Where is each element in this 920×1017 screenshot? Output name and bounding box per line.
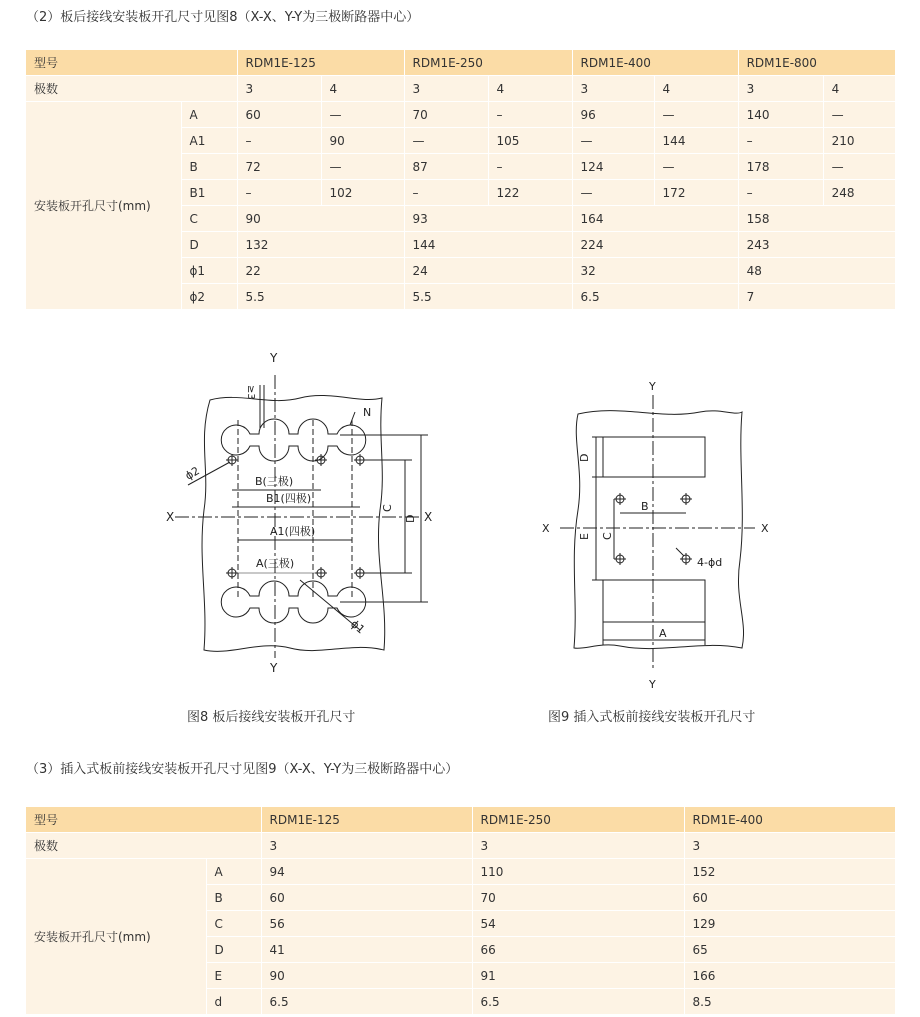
poles-cell: 4 (823, 76, 895, 102)
value-cell: 144 (654, 128, 738, 154)
poles-cell: 3 (237, 76, 321, 102)
dimension-name: B (206, 885, 261, 911)
header-model: RDM1E-125 (237, 50, 404, 76)
value-cell: — (654, 102, 738, 128)
fig8-ge3-label: ≥3 (245, 385, 256, 400)
value-cell: 124 (572, 154, 654, 180)
fig9-x-left: X (542, 522, 550, 535)
value-cell: — (572, 128, 654, 154)
fig8-y-bottom: Y (270, 661, 278, 675)
fig8-phi2-label: ϕ2 (183, 464, 202, 483)
fig8-a3-label: A(三极) (256, 557, 295, 570)
value-cell: 166 (684, 963, 895, 989)
value-cell: 248 (823, 180, 895, 206)
value-cell: 224 (572, 232, 738, 258)
value-cell: 56 (261, 911, 472, 937)
figure-9-caption: 图9 插入式板前接线安装板开孔尺寸 (548, 710, 756, 725)
poles-cell: 3 (404, 76, 488, 102)
value-cell: 210 (823, 128, 895, 154)
fig8-d-label: D (404, 514, 417, 523)
table-front-wiring (26, 807, 896, 1015)
value-cell: 105 (488, 128, 572, 154)
fig8-n-label: N (363, 406, 372, 419)
section3-title: （3）插入式板前接线安装板开孔尺寸见图9（X-X、Y-Y为三极断路器中心） (26, 762, 459, 777)
header-model: RDM1E-125 (261, 807, 472, 833)
table-header-row (26, 807, 895, 833)
value-cell: 90 (237, 206, 404, 232)
value-cell: – (237, 180, 321, 206)
value-cell: — (572, 180, 654, 206)
figure-9-diagram (535, 375, 785, 690)
dimension-name: d (206, 989, 261, 1015)
poles-cell: 4 (321, 76, 404, 102)
dimension-label: 安装板开孔尺寸(mm) (26, 102, 181, 310)
value-cell: – (738, 180, 823, 206)
dimension-name: C (181, 206, 237, 232)
value-cell: 110 (472, 859, 684, 885)
value-cell: 72 (237, 154, 321, 180)
value-cell: 41 (261, 937, 472, 963)
figure-8-diagram (150, 345, 450, 680)
value-cell: 70 (404, 102, 488, 128)
table-header-row (26, 50, 895, 76)
value-cell: 132 (237, 232, 404, 258)
dimension-name: B1 (181, 180, 237, 206)
value-cell: 140 (738, 102, 823, 128)
value-cell: 102 (321, 180, 404, 206)
fig9-y-top: Y (649, 380, 656, 393)
value-cell: 60 (237, 102, 321, 128)
header-model: RDM1E-400 (572, 50, 738, 76)
fig9-a-label: A (659, 627, 667, 640)
table-row (26, 102, 895, 128)
header-model: RDM1E-250 (404, 50, 572, 76)
value-cell: 24 (404, 258, 572, 284)
dimension-name: A1 (181, 128, 237, 154)
table-rear-wiring (26, 50, 896, 310)
value-cell: 60 (261, 885, 472, 911)
value-cell: — (404, 128, 488, 154)
value-cell: 152 (684, 859, 895, 885)
fig8-b3-label: B(三极) (255, 475, 294, 488)
value-cell: 54 (472, 911, 684, 937)
value-cell: 90 (321, 128, 404, 154)
value-cell: 48 (738, 258, 895, 284)
value-cell: – (404, 180, 488, 206)
fig8-phi1-label: ϕ1 (348, 617, 368, 637)
dimension-name: E (206, 963, 261, 989)
value-cell: 65 (684, 937, 895, 963)
dimension-name: B (181, 154, 237, 180)
dimension-name: D (206, 937, 261, 963)
value-cell: 129 (684, 911, 895, 937)
poles-cell: 3 (572, 76, 654, 102)
value-cell: 96 (572, 102, 654, 128)
header-model: RDM1E-800 (738, 50, 895, 76)
header-model-label: 型号 (26, 50, 237, 76)
value-cell: 91 (472, 963, 684, 989)
fig8-c-label: C (381, 504, 394, 512)
value-cell: 6.5 (261, 989, 472, 1015)
value-cell: – (488, 154, 572, 180)
value-cell: 178 (738, 154, 823, 180)
fig8-y-top: Y (270, 351, 278, 365)
value-cell: – (738, 128, 823, 154)
fig9-d-label: D (578, 453, 591, 462)
dimension-name: ϕ2 (181, 284, 237, 310)
value-cell: – (237, 128, 321, 154)
value-cell: 164 (572, 206, 738, 232)
poles-cell: 3 (261, 833, 472, 859)
value-cell: 5.5 (404, 284, 572, 310)
value-cell: 22 (237, 258, 404, 284)
fig9-y-bottom: Y (649, 678, 656, 690)
fig9-b-label: B (641, 500, 649, 513)
fig8-a4-label: A1(四极) (270, 525, 316, 538)
fig9-c-label: C (601, 532, 614, 540)
value-cell: 172 (654, 180, 738, 206)
value-cell: 94 (261, 859, 472, 885)
fig8-b4-label: B1(四极) (266, 492, 312, 505)
poles-cell: 3 (472, 833, 684, 859)
fig8-x-right: X (424, 510, 433, 524)
value-cell: 90 (261, 963, 472, 989)
fig9-e-label: E (578, 533, 591, 540)
value-cell: 6.5 (572, 284, 738, 310)
table-row (26, 833, 895, 859)
value-cell: 7 (738, 284, 895, 310)
dimension-name: C (206, 911, 261, 937)
value-cell: 8.5 (684, 989, 895, 1015)
poles-label: 极数 (26, 833, 261, 859)
header-model: RDM1E-250 (472, 807, 684, 833)
poles-cell: 3 (738, 76, 823, 102)
dimension-name: A (181, 102, 237, 128)
value-cell: 144 (404, 232, 572, 258)
figure-8-caption: 图8 板后接线安装板开孔尺寸 (187, 710, 356, 725)
dimension-name: ϕ1 (181, 258, 237, 284)
value-cell: 122 (488, 180, 572, 206)
value-cell: 60 (684, 885, 895, 911)
dimension-name: A (206, 859, 261, 885)
value-cell: — (321, 154, 404, 180)
header-model-label: 型号 (26, 807, 261, 833)
value-cell: 158 (738, 206, 895, 232)
poles-cell: 3 (684, 833, 895, 859)
fig9-hole-label: 4-ϕd (697, 556, 723, 569)
dimension-label: 安装板开孔尺寸(mm) (26, 859, 206, 1015)
dimension-name: D (181, 232, 237, 258)
table-row (26, 76, 895, 102)
poles-cell: 4 (488, 76, 572, 102)
table-row (26, 859, 895, 885)
value-cell: 32 (572, 258, 738, 284)
poles-label: 极数 (26, 76, 237, 102)
value-cell: 243 (738, 232, 895, 258)
value-cell: 5.5 (237, 284, 404, 310)
value-cell: — (823, 102, 895, 128)
value-cell: 66 (472, 937, 684, 963)
fig9-x-right: X (761, 522, 769, 535)
value-cell: 87 (404, 154, 488, 180)
value-cell: — (654, 154, 738, 180)
value-cell: 93 (404, 206, 572, 232)
value-cell: 70 (472, 885, 684, 911)
fig8-x-left: X (166, 510, 175, 524)
header-model: RDM1E-400 (684, 807, 895, 833)
poles-cell: 4 (654, 76, 738, 102)
value-cell: — (823, 154, 895, 180)
value-cell: – (488, 102, 572, 128)
value-cell: — (321, 102, 404, 128)
value-cell: 6.5 (472, 989, 684, 1015)
section2-title: （2）板后接线安装板开孔尺寸见图8（X-X、Y-Y为三极断路器中心） (26, 10, 420, 25)
